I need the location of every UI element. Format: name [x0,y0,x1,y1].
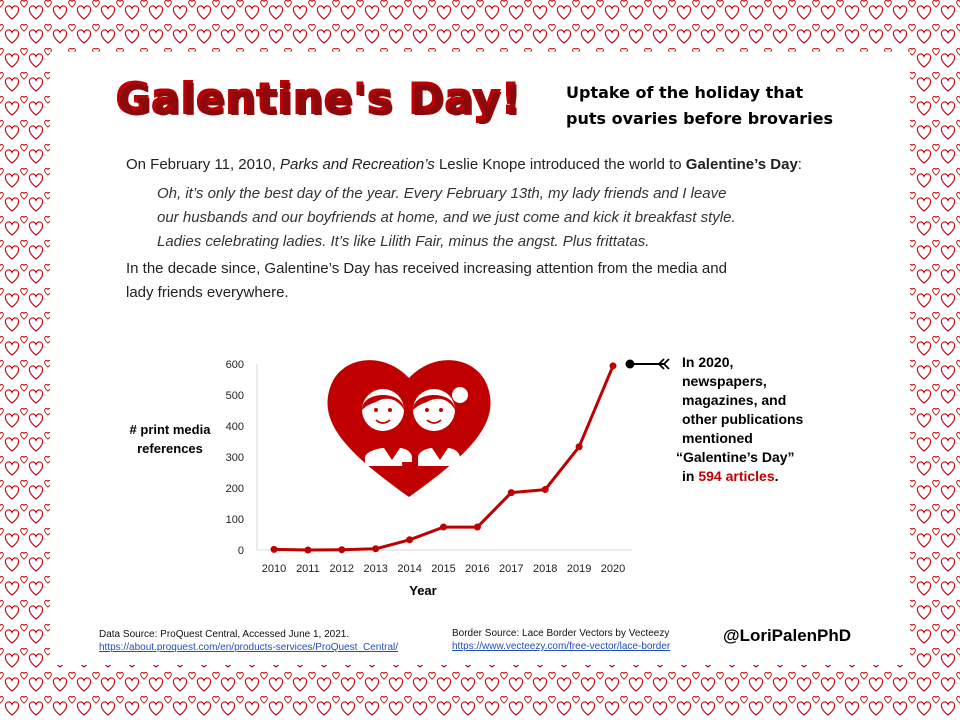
x-tick-label: 2013 [363,563,388,575]
y-tick-label: 500 [225,390,244,402]
subtitle-line-1: Uptake of the holiday that [566,83,804,102]
x-tick-label: 2019 [566,563,592,575]
x-tick-label: 2016 [465,563,490,575]
show-name: Parks and Recreation’s [279,156,435,173]
x-tick-labels [262,563,625,575]
data-source [99,628,398,654]
data-point [610,362,617,369]
page-title: Galentine's Day! [116,74,522,123]
x-tick-label: 2020 [600,563,626,575]
y-tick-label: 300 [225,452,244,464]
border-source-link[interactable]: https://www.vecteezy.com/free-vector/lace-border [452,641,671,652]
y-tick-label: 200 [225,483,244,495]
article-count-highlight: 594 articles [698,468,775,484]
data-point [338,546,345,553]
data-point [372,545,379,552]
y-axis-title-line-1: # print media [129,422,211,437]
y-tick-labels [226,359,244,557]
annotation-line-2: newspapers, [682,373,767,389]
x-tick-label: 2011 [296,563,320,575]
border-source-label: Border Source: Lace Border Vectors by Vecteezy [452,628,670,639]
y-tick-label: 600 [225,359,244,371]
data-source-link[interactable]: https://about.proquest.com/en/products-services/ProQuest_Central/ [99,642,399,653]
annotation-line-1: In 2020, [682,354,734,370]
y-axis-title-line-2: references [137,441,203,456]
data-point [508,489,515,496]
annotation-line-4: other publications [682,411,804,427]
x-tick-label: 2015 [431,563,456,575]
data-point [542,486,549,493]
y-tick-label: 100 [225,514,244,526]
data-point [576,443,583,450]
data-point [474,524,481,531]
intro-middle: Leslie Knope introduced the world to [434,156,686,173]
y-tick-label: 400 [225,421,244,433]
heart-with-two-girls-icon [327,360,490,497]
y-axis-title [112,420,228,458]
x-tick-label: 2010 [261,563,287,575]
annotation-line-7 [672,467,822,486]
y-tick-label: 0 [237,545,244,557]
data-point [440,524,447,531]
decade-line-2: lady friends everywhere. [126,284,289,301]
intro-prefix: On February 11, 2010, [126,156,280,173]
quote-line-1: Oh, it’s only the best day of the year. Every February 13th, my lady friends and I leave [157,185,727,202]
x-axis-title: Year [409,583,437,598]
x-tick-label: 2012 [329,563,355,575]
data-point [271,546,278,553]
data-source-label: Data Source: ProQuest Central, Accessed June 1, 2021. [99,629,350,640]
data-point [304,547,311,554]
chart-annotation [672,353,822,486]
quote-line-2: our husbands and our boyfriends at home, and we just come and kick it breakfast style. [157,209,736,226]
holiday-name: Galentine’s Day [685,156,798,173]
annotation-prefix: in [682,468,699,484]
subtitle-line-2: puts ovaries before brovaries [566,109,834,128]
intro-suffix: : [797,156,802,173]
border-source [452,627,670,653]
annotation-suffix: . [774,468,779,484]
x-tick-label: 2018 [532,563,558,575]
decade-line-1: In the decade since, Galentine’s Day has received increasing attention from the media and [126,260,727,277]
data-point [406,536,413,543]
quote-line-3: Ladies celebrating ladies. It’s like Lilith Fair, minus the angst. Plus frittatas. [157,233,650,250]
annotation-line-6: “Galentine’s Day” [676,449,795,465]
author-handle: @LoriPalenPhD [723,626,852,645]
annotation-line-3: magazines, and [682,392,787,408]
annotation-line-5: mentioned [682,430,753,446]
annotation-arrow [626,359,670,369]
x-tick-label: 2017 [499,563,524,575]
x-tick-label: 2014 [397,563,422,575]
